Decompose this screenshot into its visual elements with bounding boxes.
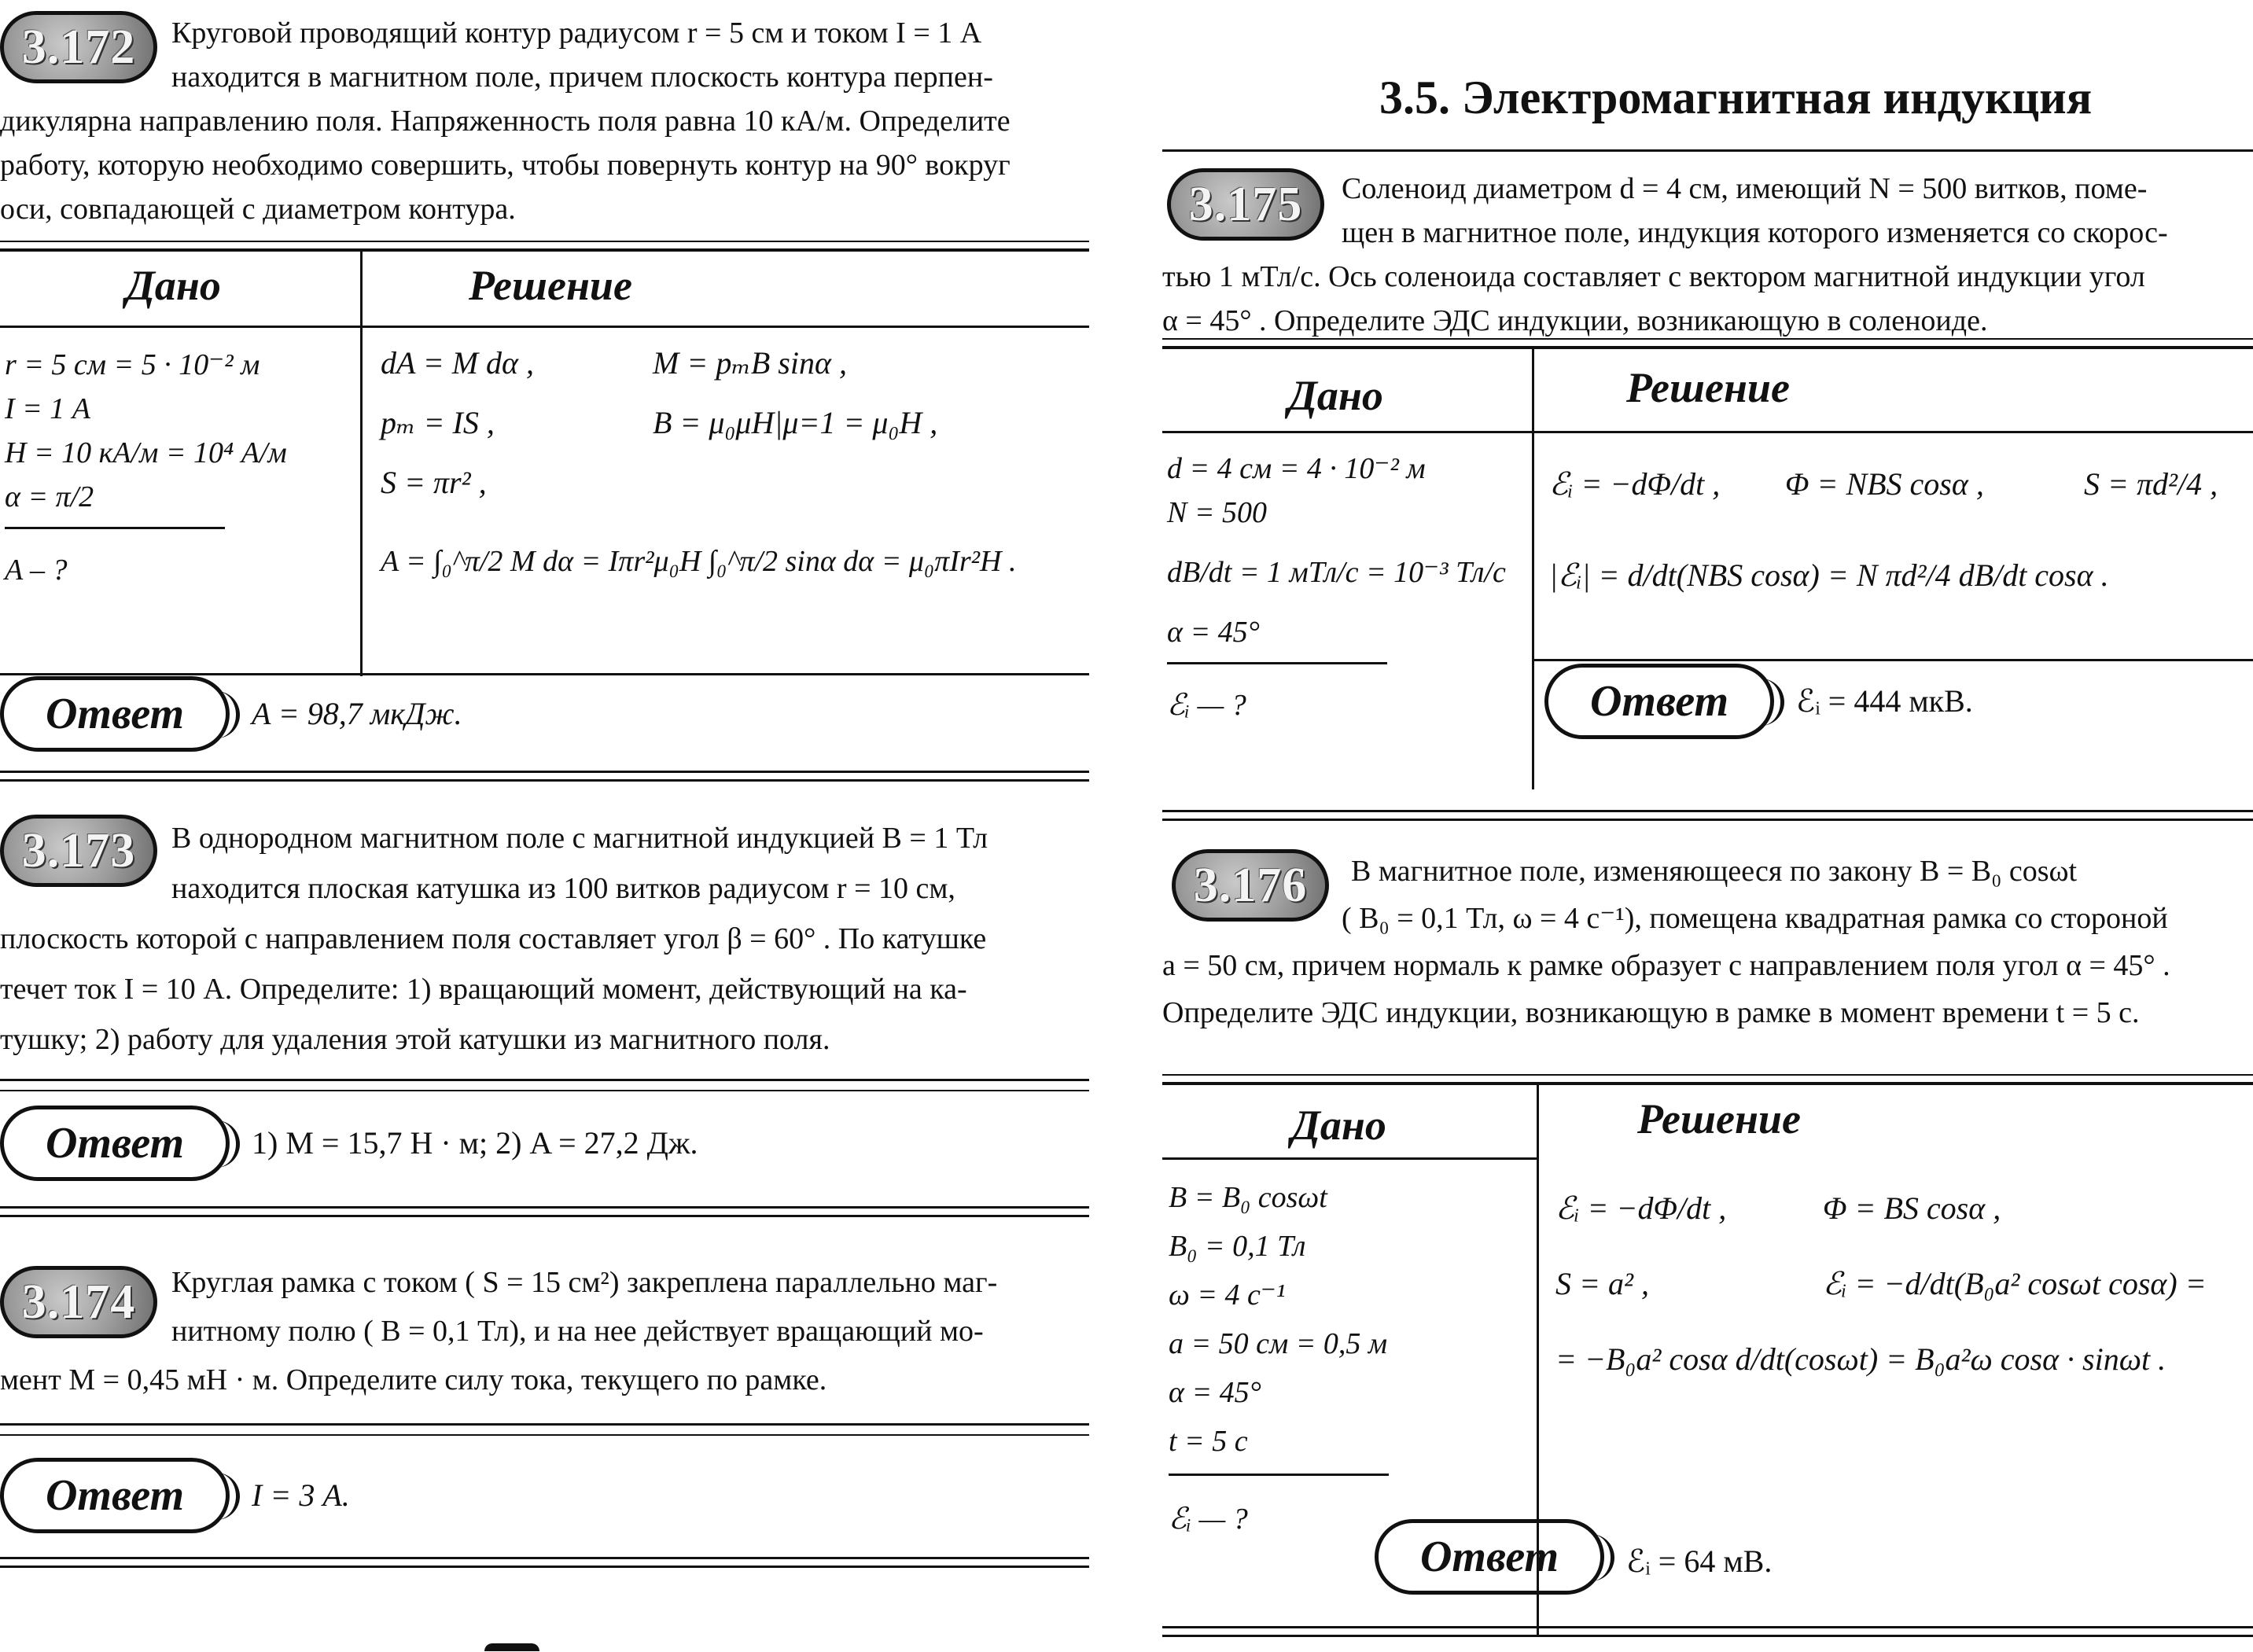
divider: [0, 1206, 1089, 1217]
problem-statement: [0, 813, 1089, 1065]
statement-line: плоскость которой с направлением поля составляет угол β = 60° . По катушке: [0, 922, 987, 955]
given-item: ω = 4 с⁻¹: [1169, 1279, 1286, 1312]
statement-line: тушку; 2) работу для удаления этой катушки из магнитного поля.: [0, 1023, 830, 1056]
divider: [1162, 1626, 2253, 1637]
solution-block: [1555, 1179, 2247, 1389]
problem-number-badge: 3.172: [0, 11, 157, 83]
solution-formula: ℰᵢ = −dΦ/dt ,: [1555, 1190, 1727, 1226]
problem-statement: [0, 11, 1089, 231]
problem-3-176: [1162, 848, 2253, 1642]
find-item: ℰᵢ — ?: [1169, 1503, 1248, 1536]
given-list: [5, 343, 287, 592]
answer-value: A = 98,7 мкДж.: [252, 696, 462, 731]
find-item: A – ?: [5, 554, 68, 587]
problem-number-badge: 3.174: [0, 1266, 157, 1338]
problem-3-175: [1162, 167, 2253, 827]
divider: [0, 1090, 1089, 1091]
solution-formula: A = ∫₀^π/2 M dα = Iπr²μ₀H ∫₀^π/2 sinα dα = μ₀πIr²H .: [381, 545, 1017, 578]
statement-line: находится плоская катушка из 100 витков радиусом r = 10 см,: [171, 872, 955, 905]
divider: [360, 252, 363, 676]
statement-line: течет ток I = 10 А. Определите: 1) вращающий момент, действующий на ка-: [0, 973, 967, 1006]
given-item: dB/dt = 1 мТл/с = 10⁻³ Тл/с: [1167, 556, 1506, 589]
given-item: d = 4 см = 4 · 10⁻² м: [1167, 452, 1426, 485]
problem-number-badge: 3.175: [1167, 168, 1324, 241]
solution-formula: S = πr² ,: [381, 465, 487, 500]
given-item: t = 5 с: [1169, 1425, 1248, 1458]
statement-line: оси, совпадающей с диаметром контура.: [0, 193, 516, 226]
solution-formula: S = a² ,: [1555, 1266, 1649, 1301]
answer-value: I = 3 А.: [252, 1477, 350, 1513]
divider: [5, 527, 225, 529]
given-item: B₀ = 0,1 Тл: [1169, 1230, 1306, 1263]
solution-formula: M = pₘB sinα ,: [653, 345, 847, 381]
divider: [0, 673, 1089, 675]
divider: [1162, 810, 2253, 821]
divider: [0, 241, 1089, 242]
solution-formula: Φ = BS cosα ,: [1823, 1190, 2001, 1226]
statement-line: α = 45° . Определите ЭДС индукции, возникающую в соленоиде.: [1162, 304, 1988, 337]
statement-line: Соленоид диаметром d = 4 см, имеющий N = 500 витков, поме-: [1342, 172, 2148, 205]
statement-line: a = 50 см, причем нормаль к рамке образует с направлением поля угол α = 45° .: [1162, 949, 2170, 982]
statement-line: работу, которую необходимо совершить, чтобы повернуть контур на 90° вокруг: [0, 149, 1011, 182]
given-list: [1169, 1173, 1389, 1543]
statement-line: Круглая рамка с током ( S = 15 см²) закреплена параллельно маг-: [171, 1266, 998, 1299]
solution-block: [381, 338, 1073, 587]
problem-3-174: [0, 1258, 1089, 1588]
divider: [1162, 1157, 1537, 1160]
problem-number-badge: 3.173: [0, 815, 157, 887]
given-item: I = 1 А: [5, 392, 91, 425]
given-item: a = 50 см = 0,5 м: [1169, 1327, 1388, 1360]
statement-line: В магнитное поле, изменяющееся по закону B = B₀ cosωt: [1351, 855, 2078, 888]
divider: [1162, 149, 2253, 152]
given-item: r = 5 см = 5 · 10⁻² м: [5, 348, 260, 381]
divider: [1532, 659, 2253, 661]
given-item: H = 10 кА/м = 10⁴ А/м: [5, 436, 287, 469]
solution-formula: B = μ₀μH|μ=1 = μ₀H ,: [653, 405, 938, 440]
given-solution-table: [0, 248, 1089, 676]
statement-line: нитному полю ( B = 0,1 Тл), и на нее действует вращающий мо-: [171, 1315, 984, 1348]
statement-line: Круговой проводящий контур радиусом r = 5 см и током I = 1 А: [171, 17, 982, 50]
solution-formula: |ℰᵢ| = d/dt(NBS cosα) = N πd²/4 dB/dt cosα .: [1549, 557, 2109, 593]
answer-label-box: Ответ: [0, 1458, 230, 1533]
answer-label-box: Ответ: [1544, 664, 1774, 739]
divider: [0, 326, 1089, 328]
given-list: [1167, 447, 1506, 727]
divider: [1169, 1474, 1389, 1476]
divider: [1162, 431, 2253, 433]
solution-formula: dA = M dα ,: [381, 345, 535, 381]
solution-formula: Φ = NBS cosα ,: [1785, 466, 1984, 502]
answer-value: 1) M = 15,7 Н · м; 2) A = 27,2 Дж.: [252, 1125, 698, 1161]
divider: [0, 1434, 1089, 1436]
problem-statement: [0, 1258, 1089, 1404]
solution-header: Решение: [1626, 364, 1790, 411]
solution-formula: ℰᵢ = −dΦ/dt ,: [1549, 466, 1721, 502]
divider: [0, 771, 1089, 782]
statement-line: дикулярна направлению поля. Напряженность поля равна 10 кА/м. Определите: [0, 105, 1011, 138]
answer-label-box: Ответ: [1375, 1519, 1604, 1595]
given-header: Дано: [1291, 1102, 1386, 1149]
answer-value: ℰᵢ = 444 мкВ.: [1796, 683, 1973, 719]
statement-line: находится в магнитном поле, причем плоскость контура перпен-: [171, 61, 993, 94]
statement-line: Определите ЭДС индукции, возникающую в рамке в момент времени t = 5 с.: [1162, 996, 2140, 1029]
solution-block: [1549, 459, 2249, 601]
given-item: α = 45°: [1169, 1376, 1261, 1409]
answer-value: ℰᵢ = 64 мВ.: [1626, 1543, 1773, 1579]
given-item: α = 45°: [1167, 616, 1260, 649]
given-item: α = π/2: [5, 480, 94, 513]
statement-line: мент M = 0,45 мН · м. Определите силу тока, текущего по рамке.: [0, 1363, 827, 1396]
solution-formula: S = πd²/4 ,: [2084, 466, 2218, 502]
answer-label-box: Ответ: [0, 676, 230, 752]
given-item: B = B₀ cosωt: [1169, 1181, 1327, 1214]
divider: [1167, 662, 1387, 664]
given-header: Дано: [126, 262, 221, 309]
divider: [1532, 349, 1534, 789]
given-item: N = 500: [1167, 496, 1267, 529]
statement-line: В однородном магнитном поле с магнитной индукцией B = 1 Тл: [171, 822, 988, 855]
divider: [0, 1423, 1089, 1426]
given-solution-table: [1162, 346, 2253, 789]
solution-header: Решение: [469, 262, 632, 309]
find-item: ℰᵢ — ?: [1167, 689, 1246, 722]
given-header: Дано: [1288, 372, 1383, 419]
statement-line: тью 1 мТл/с. Ось соленоида составляет с вектором магнитной индукции угол: [1162, 260, 2145, 293]
answer-label-box: Ответ: [0, 1106, 230, 1181]
divider: [1162, 1074, 2253, 1076]
page-number-mark: [484, 1643, 539, 1651]
problem-statement: [1162, 167, 2253, 343]
solution-header: Решение: [1637, 1095, 1801, 1142]
problem-3-172: [0, 11, 1089, 774]
solution-formula: = −B₀a² cosα d/dt(cosωt) = B₀a²ω cosα · sinωt .: [1555, 1341, 2166, 1377]
solution-formula: ℰᵢ = −d/dt(B₀a² cosωt cosα) =: [1823, 1266, 2207, 1301]
problem-number-badge: 3.176: [1172, 849, 1329, 922]
section-title: 3.5. Электромагнитная индукция: [1379, 72, 2093, 123]
statement-line: щен в магнитное поле, индукция которого изменяется со скорос-: [1342, 216, 2168, 249]
divider: [1162, 338, 2253, 340]
divider: [0, 1557, 1089, 1568]
divider: [0, 1079, 1089, 1081]
statement-line: ( B₀ = 0,1 Тл, ω = 4 с⁻¹), помещена квадратная рамка со стороной: [1342, 902, 2168, 935]
problem-3-173: [0, 813, 1089, 1222]
solution-formula: pₘ = IS ,: [381, 405, 495, 440]
given-solution-table: [1162, 1082, 2253, 1635]
